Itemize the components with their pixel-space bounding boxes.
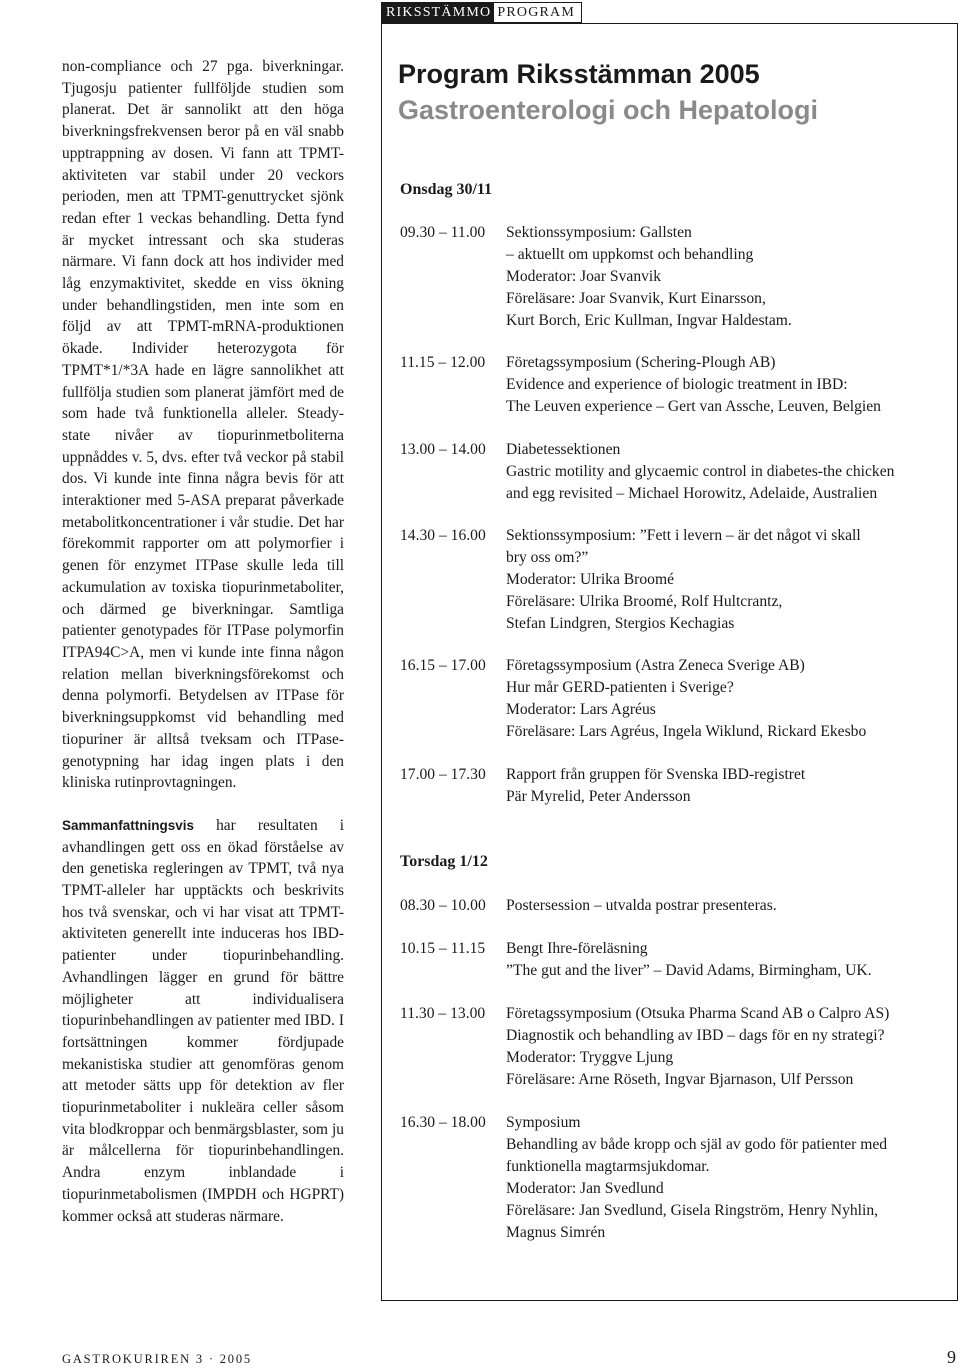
day-heading: Onsdag 30/11 — [400, 181, 493, 198]
session-time: 16.30 – 18.00 — [400, 1114, 486, 1131]
session-line: Moderator: Jan Svedlund — [506, 1180, 664, 1197]
summary-text: har resultaten i avhandlingen gett oss en ökad förståelse av den genetiska regleringen av TPMT, två nya TPMT-alleler har upptäckts och beskrivits hos två svenskar, och vi har visat att TPMT-aktiviteten generellt inte induceras hos IBD-patienter under tiopurinbehandling. Avhandlingen lägger en grund för bättre möjligheter att individualisera tiopurinbehandlingen av patienter med IBD. I fortsättningen kommer fördjupade mekanistiska studier att genomföras genom att metoder sätts upp för detektion av fler tiopurinmetaboliter i nukleära celler såsom vita blodkroppar och benmärgsblaster, som ju är målcellerna för tiopurinbehandlingen. Andra enzym inblandade i tiopurinmetabolismen (IMPDH och HGPRT) kommer också att studeras närmare. — [62, 816, 344, 1225]
session-line: Företagssymposium (Astra Zeneca Sverige AB) — [506, 657, 805, 674]
session-line: Rapport från gruppen för Svenska IBD-registret — [506, 766, 806, 783]
section-tab-part2: PROGRAM — [494, 3, 581, 22]
session-time: 14.30 – 16.00 — [400, 527, 486, 544]
session-line: Pär Myrelid, Peter Andersson — [506, 788, 691, 805]
summary-paragraph — [62, 815, 344, 1227]
session-line: Föreläsare: Jan Svedlund, Gisela Ringström, Henry Nyhlin, — [506, 1202, 879, 1219]
session-line: Moderator: Joar Svanvik — [506, 268, 662, 285]
page-number: 9 — [947, 1347, 956, 1367]
day-heading: Torsdag 1/12 — [400, 853, 488, 870]
article-paragraph: non-compliance och 27 pga. biverkningar. Tjugosju patienter fullföljde studien som planerat. Det är sannolikt att den höga biverkningsfrekvensen beror på en väl snabb upptrappning av dosen. Vi fann att TPMT-aktiviteten var stabil under 20 veckors perioden, men att TPMT-genuttrycket sjönk redan efter 1 veckas behandling. Detta fynd är mycket intressant och ska studeras närmare. Vi fann dock att hos individer med låg enzymaktivitet, skedde en viss ökning under behandlingstiden, men inte som en följd av att TPMT-mRNA-produktionen ökade. Individer heterozygota för TPMT*1/*3A hade en lägre sannolikhet att fullfölja studien som planerat jämfört med de som hade två funktionella alleler. Steady-state nivåer av tiopurinmetboliterna uppnåddes v. 5, dvs. efter två veckor på stabil dos. Vi kunde inte finna några bevis för att interaktioner med 5-ASA preparat påverkade metabolitkoncentrationer i vår studie. Det har förekommit rapporter om att polymorfier i genen för enzymet ITPase skulle leda till ackumulation av toxiska tiopurinmetaboliter, och därmed ge biverkningar. Samtliga patienter genotypades för ITPase polymorfin ITPA94C>A, men vi kunde inte finna någon relation mellan biverkningsförekomst och denna polymorfi. Betydelsen av ITPase för biverkningsuppkomst vid behandling med tiopuriner är alltså tveksam och ITPase-genotypning har idag ingen plats i den kliniska rutinprovtagningen. — [62, 58, 344, 792]
session-line: Föreläsare: Arne Röseth, Ingvar Bjarnason, Ulf Persson — [506, 1071, 854, 1088]
section-tab-part1: RIKSSTÄMMO — [382, 3, 494, 22]
session-line: Symposium — [506, 1114, 581, 1131]
session-line: Föreläsare: Lars Agréus, Ingela Wiklund, Rickard Ekesbo — [506, 723, 867, 740]
session-row — [400, 655, 945, 743]
session-line: Moderator: Lars Agréus — [506, 701, 656, 718]
session-line: Diagnostik och behandling av IBD – dags för en ny strategi? — [506, 1027, 885, 1044]
session-time: 16.15 – 17.00 — [400, 657, 486, 674]
session-time: 10.15 – 11.15 — [400, 940, 486, 957]
session-line: Postersession – utvalda postrar presenteras. — [506, 897, 777, 914]
session-line: ”The gut and the liver” – David Adams, Birmingham, UK. — [506, 962, 872, 979]
session-line: Företagssymposium (Otsuka Pharma Scand AB o Calpro AS) — [506, 1005, 890, 1022]
session-details — [506, 938, 946, 982]
session-details — [506, 439, 946, 505]
session-line: Sektionssymposium: Gallsten — [506, 224, 692, 241]
session-row — [400, 525, 945, 635]
session-time: 13.00 – 14.00 — [400, 441, 486, 458]
summary-lead: Sammanfattningsvis — [62, 817, 195, 833]
journal-footer: GASTROKURIREN 3 · 2005 — [62, 1352, 252, 1366]
session-details — [506, 1112, 946, 1244]
session-details — [506, 655, 946, 743]
session-row — [400, 352, 945, 418]
session-time: 11.30 – 13.00 — [400, 1005, 486, 1022]
session-row — [400, 764, 945, 808]
session-line: and egg revisited – Michael Horowitz, Adelaide, Australien — [506, 485, 878, 502]
session-line: funktionella magtarmsjukdomar. — [506, 1158, 710, 1175]
session-line: Företagssymposium (Schering-Plough AB) — [506, 354, 776, 371]
session-details — [506, 1003, 946, 1091]
session-line: Bengt Ihre-föreläsning — [506, 940, 648, 957]
session-line: Moderator: Ulrika Broomé — [506, 571, 675, 588]
session-line: Evidence and experience of biologic treatment in IBD: — [506, 376, 848, 393]
program-subtitle: Gastroenterologi och Hepatologi — [398, 95, 819, 125]
session-time: 08.30 – 10.00 — [400, 897, 486, 914]
session-row — [400, 1003, 945, 1091]
session-row — [400, 439, 945, 505]
session-row — [400, 938, 945, 982]
session-time: 17.00 – 17.30 — [400, 766, 486, 783]
session-line: Föreläsare: Ulrika Broomé, Rolf Hultcrantz, — [506, 593, 783, 610]
session-row — [400, 1112, 945, 1244]
session-line: Diabetessektionen — [506, 441, 621, 458]
session-line: – aktuellt om uppkomst och behandling — [506, 246, 754, 263]
session-line: Magnus Simrén — [506, 1224, 606, 1241]
session-row — [400, 895, 945, 917]
session-details — [506, 222, 946, 332]
session-details — [506, 352, 946, 418]
session-row — [400, 222, 945, 332]
session-details — [506, 525, 946, 635]
session-line: Stefan Lindgren, Stergios Kechagias — [506, 615, 735, 632]
session-line: Sektionssymposium: ”Fett i levern – är det något vi skall — [506, 527, 861, 544]
article-text-column — [62, 56, 344, 1227]
session-details — [506, 764, 946, 808]
session-line: Hur mår GERD-patienten i Sverige? — [506, 679, 734, 696]
session-line: Kurt Borch, Eric Kullman, Ingvar Haldestam. — [506, 312, 792, 329]
session-line: bry oss om?” — [506, 549, 589, 566]
session-time: 11.15 – 12.00 — [400, 354, 486, 371]
session-line: Moderator: Tryggve Ljung — [506, 1049, 674, 1066]
session-line: Behandling av både kropp och själ av godo för patienter med — [506, 1136, 888, 1153]
session-time: 09.30 – 11.00 — [400, 224, 486, 241]
session-line: Föreläsare: Joar Svanvik, Kurt Einarsson, — [506, 290, 766, 307]
session-details — [506, 895, 946, 917]
program-title: Program Riksstämman 2005 — [398, 59, 760, 89]
session-line: The Leuven experience – Gert van Assche, Leuven, Belgien — [506, 398, 881, 415]
section-tab — [381, 2, 582, 23]
session-line: Gastric motility and glycaemic control in diabetes-the chicken — [506, 463, 895, 480]
